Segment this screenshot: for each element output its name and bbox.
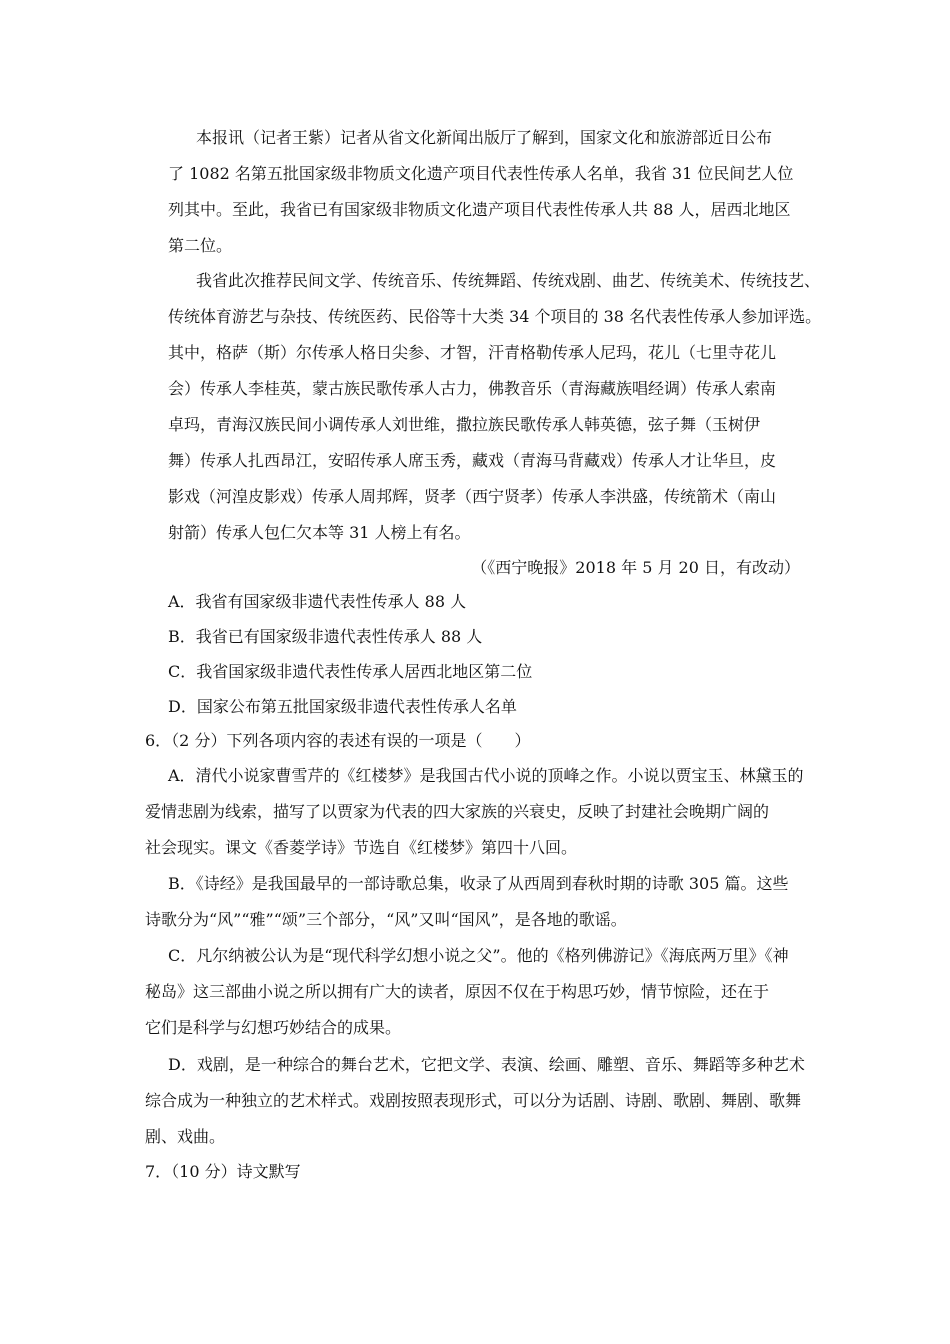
q6-option-d-line: 综合成为一种独立的艺术样式。戏剧按照表现形式，可以分为话剧、诗剧、歌剧、舞剧、歌舞 [145, 1091, 802, 1110]
passage-line: 影戏（河湟皮影戏）传承人周邦辉，贤孝（西宁贤孝）传承人李洪盛，传统箭术（南山 [168, 487, 777, 506]
q6-option-a-line: 社会现实。课文《香菱学诗》节选自《红楼梦》第四十八回。 [145, 838, 578, 857]
passage-line: 会）传承人李桂英，蒙古族民歌传承人古力，佛教音乐（青海藏族唱经调）传承人索南 [168, 379, 777, 398]
passage-line: 传统体育游艺与杂技、传统医药、民俗等十大类 34 个项目的 38 名代表性传承人参加评选。 [168, 307, 822, 326]
q6-option-b-line: B．《诗经》是我国最早的一部诗歌总集，收录了从西周到春秋时期的诗歌 305 篇。这些 [168, 874, 789, 893]
q5-option-c: C．我省国家级非遗代表性传承人居西北地区第二位 [168, 662, 533, 681]
passage-line: 其中，格萨（斯）尔传承人格日尖参、才智，汗青格勒传承人尼玛，花儿（七里寺花儿 [168, 343, 777, 362]
passage-line: 列其中。至此，我省已有国家级非物质文化遗产项目代表性传承人共 88 人，居西北地区 [168, 200, 791, 219]
passage-line: 我省此次推荐民间文学、传统音乐、传统舞蹈、传统戏剧、曲艺、传统美术、传统技艺、 [196, 271, 821, 290]
q5-option-b: B．我省已有国家级非遗代表性传承人 88 人 [168, 627, 483, 646]
passage-line: 本报讯（记者王紫）记者从省文化新闻出版厅了解到，国家文化和旅游部近日公布 [196, 128, 773, 147]
q6-option-a-line: A．清代小说家曹雪芹的《红楼梦》是我国古代小说的顶峰之作。小说以贾宝玉、林黛玉的 [168, 766, 804, 785]
q6-stem: 6．（2 分）下列各项内容的表述有误的一项是（ ） [145, 731, 531, 750]
passage-source: （《西宁晚报》2018 年 5 月 20 日，有改动） [471, 558, 800, 577]
passage-line: 射箭）传承人包仁欠本等 31 人榜上有名。 [168, 523, 471, 542]
q6-option-a-line: 爱情悲剧为线索，描写了以贾家为代表的四大家族的兴衰史，反映了封建社会晚期广阔的 [145, 802, 770, 821]
passage-line: 了 1082 名第五批国家级非物质文化遗产项目代表性传承人名单，我省 31 位民间艺人位 [168, 164, 794, 183]
q6-option-c-line: 它们是科学与幻想巧妙结合的成果。 [145, 1018, 402, 1037]
q5-option-d: D．国家公布第五批国家级非遗代表性传承人名单 [168, 697, 517, 716]
q7-stem: 7．（10 分）诗文默写 [145, 1162, 301, 1181]
q6-option-c-line: 秘岛》这三部曲小说之所以拥有广大的读者，原因不仅在于构思巧妙，情节惊险，还在于 [145, 982, 770, 1001]
q6-option-d-line: 剧、戏曲。 [145, 1127, 226, 1146]
q6-option-c-line: C．凡尔纳被公认为是“现代科学幻想小说之父”。他的《格列佛游记》《海底两万里》《神 [168, 946, 789, 965]
passage-line: 第二位。 [168, 236, 233, 255]
passage-line: 舞）传承人扎西昂江，安昭传承人席玉秀，藏戏（青海马背藏戏）传承人才让华旦，皮 [168, 451, 777, 470]
q5-option-a: A．我省有国家级非遗代表性传承人 88 人 [168, 592, 467, 611]
q6-option-d-line: D．戏剧，是一种综合的舞台艺术，它把文学、表演、绘画、雕塑、音乐、舞蹈等多种艺术 [168, 1055, 805, 1074]
q6-option-b-line: 诗歌分为“风”“雅”“颂”三个部分，“风”又叫“国风”，是各地的歌谣。 [145, 910, 627, 929]
passage-line: 卓玛，青海汉族民间小调传承人刘世维，撒拉族民歌传承人韩英德，弦子舞（玉树伊 [168, 415, 761, 434]
